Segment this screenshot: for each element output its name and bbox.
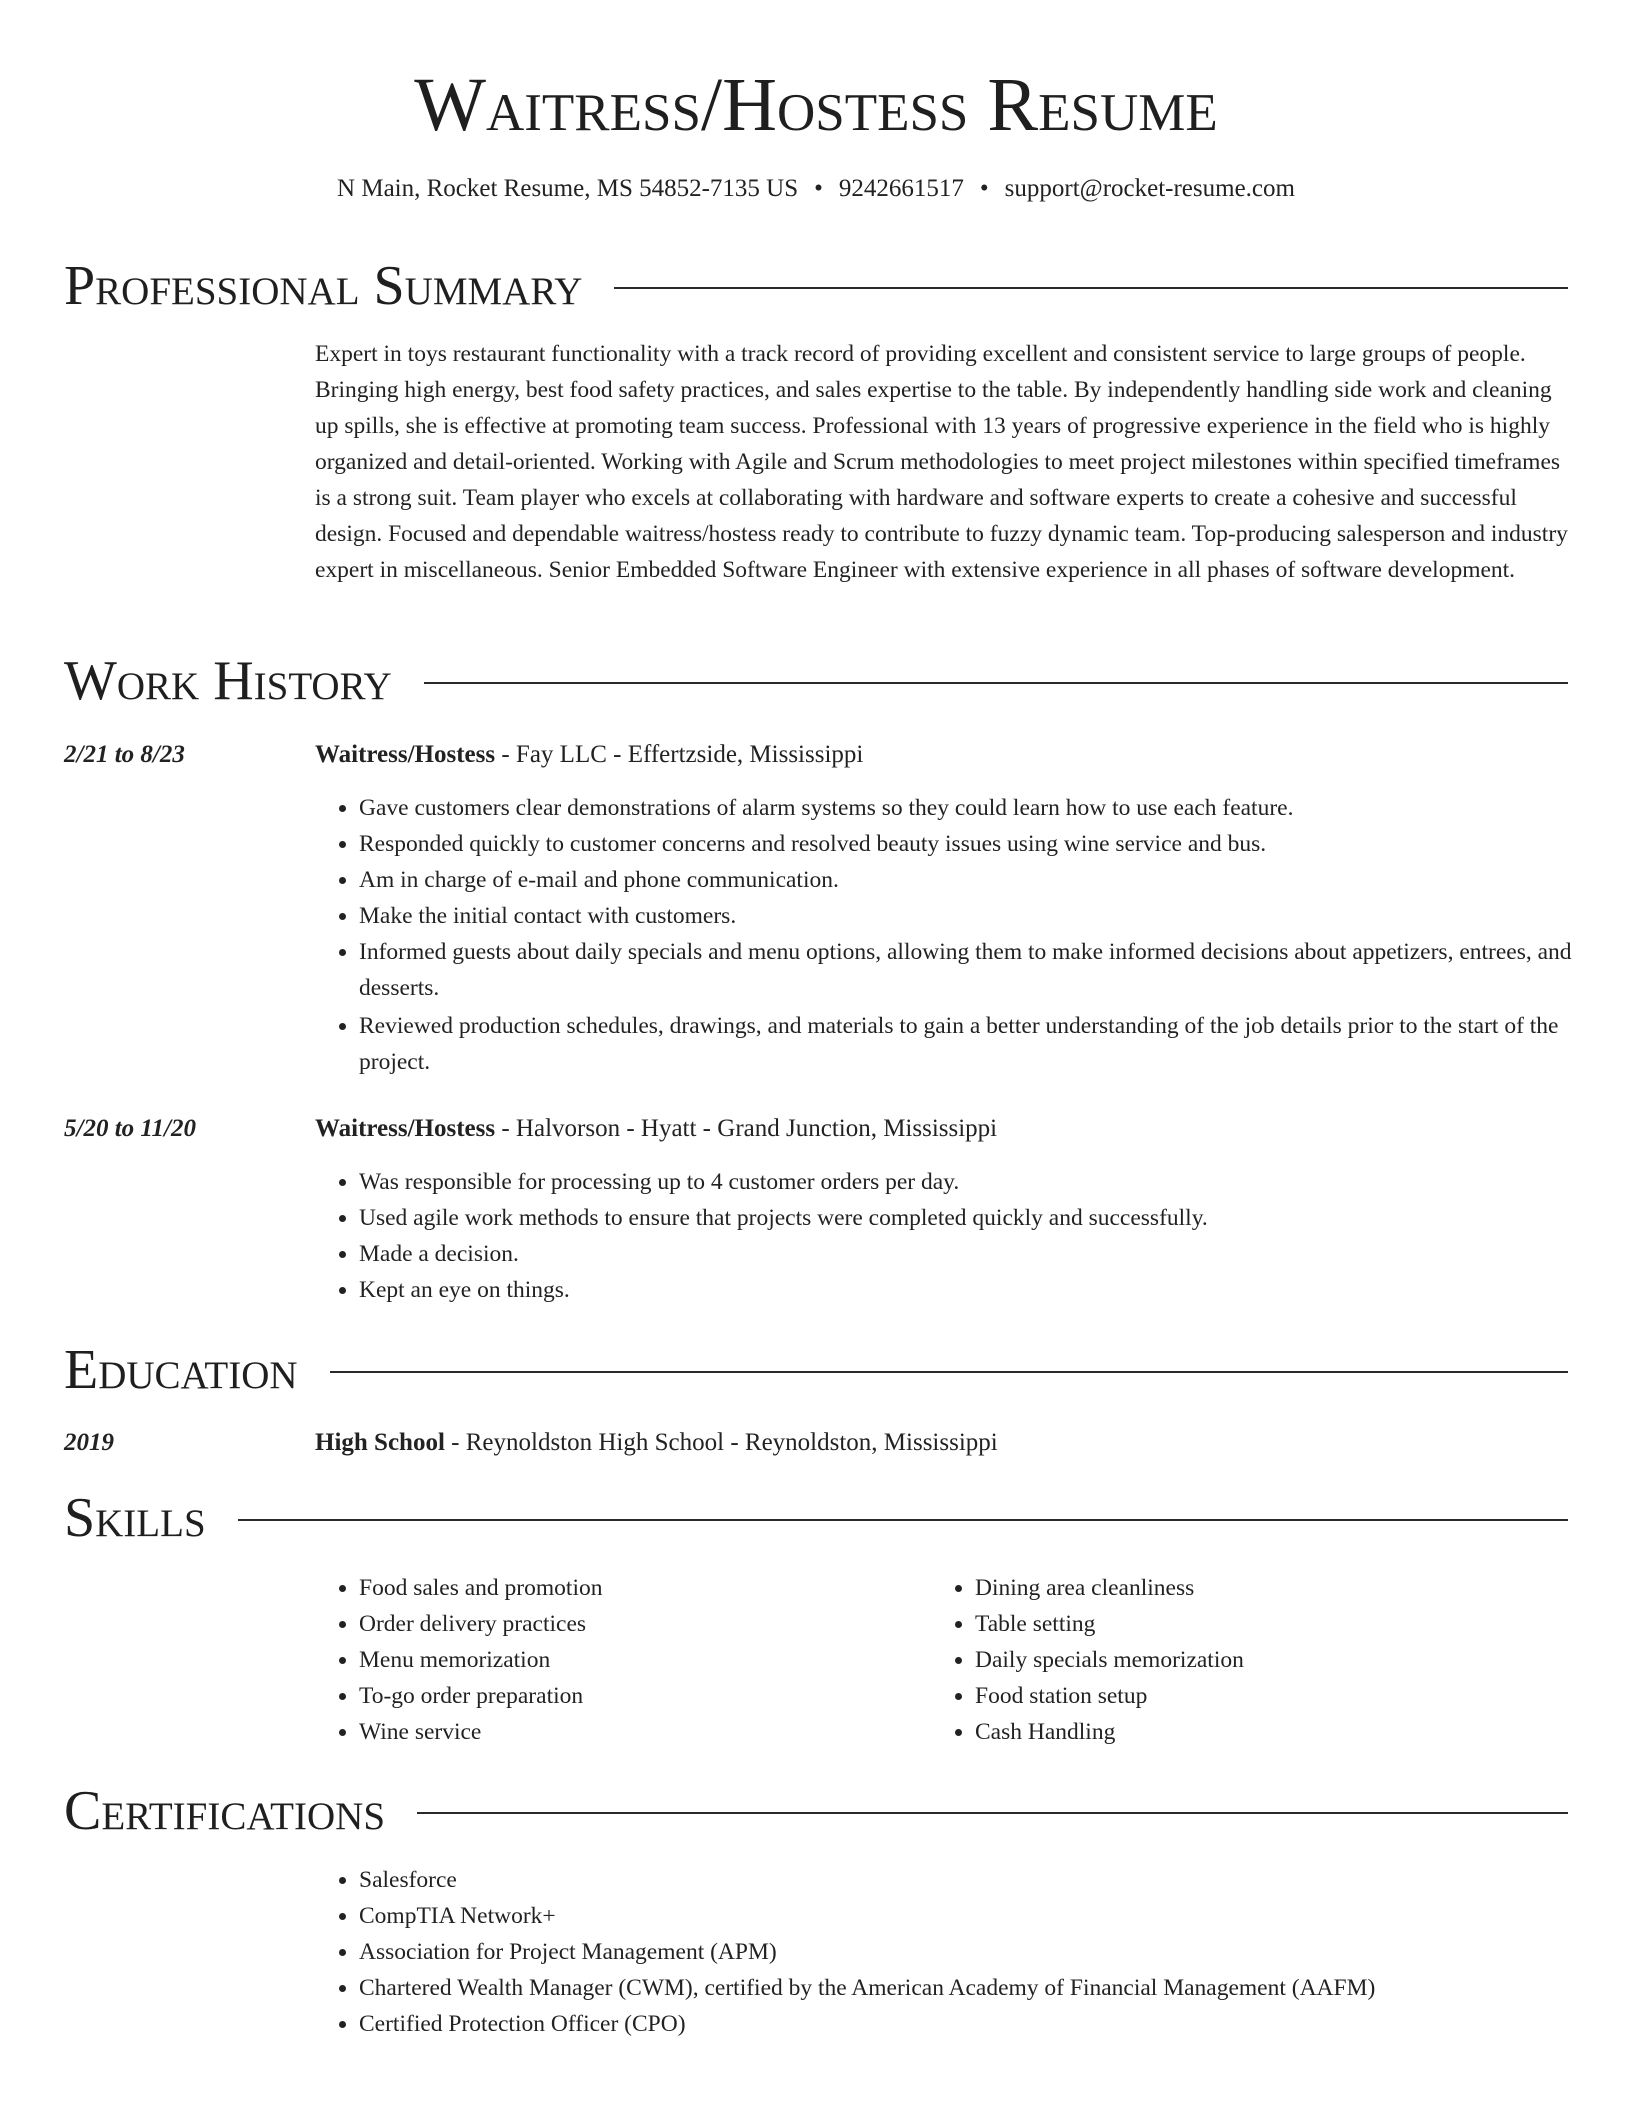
section-heading-education xyxy=(64,1338,1568,1402)
contact-separator: • xyxy=(814,175,823,202)
job-header xyxy=(315,1111,1572,1147)
section-title-certifications: Certifications xyxy=(64,1780,386,1842)
list-item: • CompTIA Network+ xyxy=(359,1898,1616,1934)
list-item: • Made a decision. xyxy=(359,1236,1616,1272)
job-header xyxy=(315,737,1572,773)
education-header xyxy=(315,1425,1572,1461)
section-divider xyxy=(238,1519,1568,1521)
job-details: - Fay LLC - Effertzside, Mississippi xyxy=(495,741,864,768)
list-item: • Am in charge of e-mail and phone communication. xyxy=(359,862,1616,898)
list-item: • Menu memorization xyxy=(359,1642,919,1678)
list-item: • Certified Protection Officer (CPO) xyxy=(359,2006,1616,2042)
list-item: • Association for Project Management (APM) xyxy=(359,1934,1616,1970)
section-heading-work xyxy=(64,649,1568,713)
contact-phone: 9242661517 xyxy=(838,175,964,202)
section-title-education: Education xyxy=(64,1339,298,1401)
section-title-summary: Professional Summary xyxy=(64,255,583,317)
contact-line xyxy=(0,172,1632,206)
section-divider xyxy=(614,287,1568,289)
education-year: 2019 xyxy=(64,1429,114,1456)
list-item: • Salesforce xyxy=(359,1862,1616,1898)
list-item: • Cash Handling xyxy=(975,1714,1575,1750)
list-item: • Food station setup xyxy=(975,1678,1575,1714)
list-item: • To-go order preparation xyxy=(359,1678,919,1714)
contact-email: support@rocket-resume.com xyxy=(1004,175,1295,202)
job-title: Waitress/Hostess xyxy=(315,741,496,768)
section-divider xyxy=(424,682,1568,684)
section-divider xyxy=(417,1812,1568,1814)
certifications-list xyxy=(315,1862,1616,2042)
education-details: - Reynoldston High School - Reynoldston, Mississippi xyxy=(444,1429,998,1456)
list-item: • Chartered Wealth Manager (CWM), certified by the American Academy of Financial Management (AAFM) xyxy=(359,1970,1616,2006)
job-dates: 2/21 to 8/23 xyxy=(64,741,185,768)
list-item: • Informed guests about daily specials and menu options, allowing them to make informed decisions about appetizers, entrees, and desserts. xyxy=(359,934,1616,1006)
list-item: • Make the initial contact with customers. xyxy=(359,898,1616,934)
list-item: • Gave customers clear demonstrations of alarm systems so they could learn how to use each feature. xyxy=(359,790,1616,826)
list-item: • Responded quickly to customer concerns and resolved beauty issues using wine service and bus. xyxy=(359,826,1616,862)
resume-title: Waitress/Hostess Resume xyxy=(414,63,1218,147)
list-item: • Wine service xyxy=(359,1714,919,1750)
list-item: • Reviewed production schedules, drawings, and materials to gain a better understanding of the job details prior to the start of the project. xyxy=(359,1008,1616,1080)
section-heading-skills xyxy=(64,1486,1568,1550)
list-item: • Kept an eye on things. xyxy=(359,1272,1616,1308)
job-details: - Halvorson - Hyatt - Grand Junction, Mississippi xyxy=(495,1115,998,1142)
skills-list-right xyxy=(931,1570,1575,1750)
job-title: Waitress/Hostess xyxy=(315,1115,496,1142)
list-item: • Table setting xyxy=(975,1606,1575,1642)
contact-separator: • xyxy=(979,175,989,202)
list-item: • Daily specials memorization xyxy=(975,1642,1575,1678)
job-dates: 5/20 to 11/20 xyxy=(64,1115,196,1142)
section-heading-summary xyxy=(64,254,1568,318)
section-divider xyxy=(330,1371,1568,1373)
contact-address: N Main, Rocket Resume, MS 54852-7135 US xyxy=(337,175,799,202)
list-item: • Was responsible for processing up to 4 customer orders per day. xyxy=(359,1164,1616,1200)
job-bullets xyxy=(315,1164,1616,1308)
summary-text: Expert in toys restaurant functionality with a track record of providing excellent and consistent service to large groups of people. Bringing high energy, best food safety practices, and sales expertise to the table. By independently handling side work and cleaning up spills, she is effective at promoting team success. Professional with 13 years of progressive experience in the field who is highly organized and detail-oriented. Working with Agile and Scrum methodologies to meet project milestones within specified timeframes is a strong suit. Team player who excels at collaborating with hardware and software experts to create a cohesive and successful design. Focused and dependable waitress/hostess ready to contribute to fuzzy dynamic team. Top-producing salesperson and industry expert in miscellaneous. Senior Embedded Software Engineer with extensive experience in all phases of software development. xyxy=(315,341,1568,583)
section-heading-certifications xyxy=(64,1779,1568,1843)
list-item: • Food sales and promotion xyxy=(359,1570,919,1606)
skills-list-left xyxy=(315,1570,919,1750)
section-title-skills: Skills xyxy=(64,1487,206,1549)
job-bullets xyxy=(315,790,1616,1080)
list-item: • Dining area cleanliness xyxy=(975,1570,1575,1606)
list-item: • Order delivery practices xyxy=(359,1606,919,1642)
education-degree: High School xyxy=(315,1429,445,1456)
list-item: • Used agile work methods to ensure that projects were completed quickly and successfully. xyxy=(359,1200,1616,1236)
section-title-work: Work History xyxy=(64,650,392,712)
